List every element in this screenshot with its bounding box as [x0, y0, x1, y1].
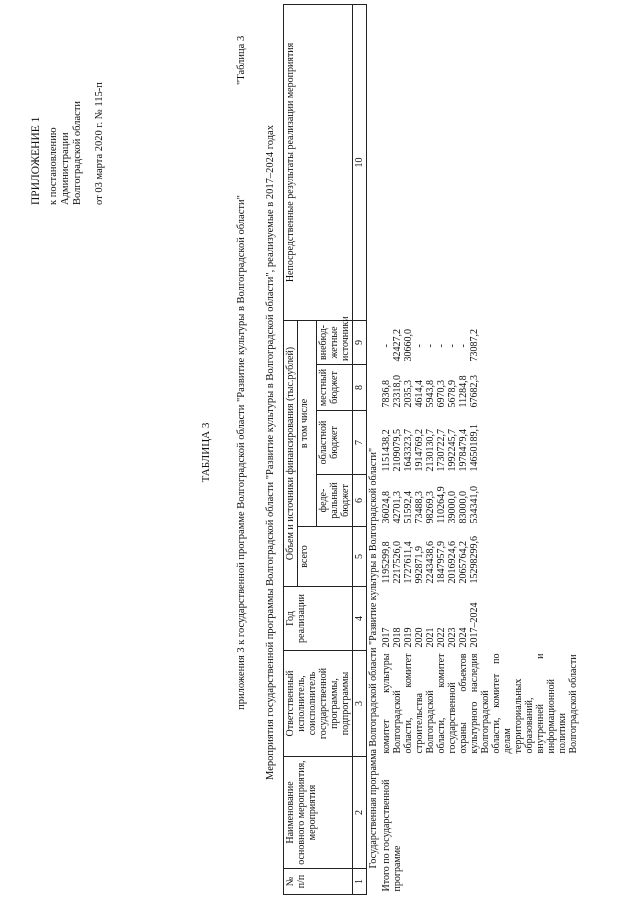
extrabudget-value: - — [447, 344, 458, 348]
regional-value: 1914769,2 — [414, 429, 425, 472]
regional-value: 1730722,7 — [436, 429, 447, 472]
federal-value: 73488,3 — [414, 491, 425, 524]
regional-value: 1151438,2 — [381, 429, 392, 472]
federal-value: 51592,4 — [403, 491, 414, 524]
extrabudget-value: - — [458, 344, 469, 348]
year-value: 2022 — [436, 627, 447, 648]
header-total: всего — [298, 527, 353, 587]
local-value: 2035,3 — [403, 380, 414, 408]
header-year: Год реализации — [284, 587, 353, 651]
col-number: 1 — [353, 869, 367, 895]
extrabudget-value: - — [414, 344, 425, 348]
local-value: 23318,0 — [392, 375, 403, 408]
header-local: местный бюджет — [317, 365, 353, 411]
year-value: 2021 — [425, 627, 436, 648]
col-number: 8 — [353, 365, 367, 411]
totals-total — [380, 527, 580, 587]
local-value: 4614,4 — [414, 380, 425, 408]
year-value: 2020 — [414, 627, 425, 648]
caption: Мероприятия государственной программы Волгоградской области "Развитие культуры в Волгоградской области", реализуемые в 2017–2024 годах — [265, 125, 276, 780]
total-value: 2016924,6 — [447, 541, 458, 584]
totals-years — [380, 587, 580, 651]
year-value: 2017 — [381, 627, 392, 648]
col-number: 3 — [353, 651, 367, 757]
total-value: 1195299,8 — [381, 541, 392, 584]
appendix-block — [30, 82, 106, 205]
header-name: Наименование основного мероприятия, мероприятия — [284, 757, 353, 869]
local-value: 11284,8 — [458, 375, 469, 408]
federal-value: 83000,0 — [458, 491, 469, 524]
regional-value: 14650189,1 — [469, 424, 480, 472]
year-value: 2019 — [403, 627, 414, 648]
totals-regional — [380, 411, 580, 475]
local-value: 6970,3 — [436, 380, 447, 408]
federal-value: 42701,3 — [392, 491, 403, 524]
extrabudget-value: 73087,2 — [469, 329, 480, 362]
col-number: 6 — [353, 475, 367, 527]
extrabudget-value: 42427,2 — [392, 329, 403, 362]
appendix-date: от 03 марта 2020 г. № 115-п — [94, 82, 105, 205]
table-title: ТАБЛИЦА 3 — [200, 422, 212, 483]
header-funding: Объем и источники финансирования (тыс.рублей) — [284, 320, 298, 586]
local-value: 7836,8 — [381, 380, 392, 408]
col-number: 10 — [353, 4, 367, 320]
appendix-line-1: к постановлению — [48, 127, 59, 205]
local-value: 67682,3 — [469, 375, 480, 408]
total-value: 1727611,4 — [403, 541, 414, 584]
col-number: 9 — [353, 320, 367, 364]
subtitle: приложения 3 к государственной программе Волгоградской области "Развитие культуры в Волгоградской области" — [236, 195, 247, 710]
regional-value: 1978479,4 — [458, 429, 469, 472]
totals-label: Итого по государственной программе — [381, 779, 403, 892]
appendix-title: ПРИЛОЖЕНИЕ 1 — [30, 116, 42, 205]
total-value: 1847957,9 — [436, 541, 447, 584]
totals-executors: комитет культуры Волгоградской области, комитет строительства Волгоградской области, комитет государственной охраны объектов культурного наследия Волгоградской области, комитет по делам территориальных образований, внутренней и информационной политики Волгоградской области — [381, 653, 579, 754]
header-federal: феде-ральный бюджет — [317, 475, 353, 527]
table-label-right: "Таблица 3 — [236, 35, 247, 85]
total-value: 2243438,6 — [425, 541, 436, 584]
totals-row — [380, 4, 580, 894]
extrabudget-value: - — [425, 344, 436, 348]
header-extrabudget: внебюд-жетные источники — [317, 320, 353, 364]
totals-extrabudget — [380, 320, 580, 364]
year-value: 2017–2024 — [469, 602, 480, 648]
federal-value: 534341,0 — [469, 486, 480, 524]
extrabudget-value: - — [436, 344, 447, 348]
total-value: 992871,9 — [414, 546, 425, 584]
header-executor: Ответственный исполнитель, соисполнитель государственной программы, подпрограммы — [284, 651, 353, 757]
local-value: 5943,8 — [425, 380, 436, 408]
regional-value: 2109079,5 — [392, 429, 403, 472]
federal-value: 110264,9 — [436, 486, 447, 524]
col-number: 5 — [353, 527, 367, 587]
col-number: 7 — [353, 411, 367, 475]
regional-value: 1992245,7 — [447, 429, 458, 472]
program-table — [283, 4, 580, 895]
year-value: 2023 — [447, 627, 458, 648]
extrabudget-value: 30660,0 — [403, 329, 414, 362]
appendix-line-2: Администрации — [60, 132, 71, 205]
totals-local — [380, 365, 580, 411]
program-row: Государственная программа Волгоградской области "Развитие культуры в Волгоградской области" — [368, 447, 379, 869]
header-result: Непосредственные результаты реализации мероприятия — [284, 4, 353, 320]
year-value: 2024 — [458, 627, 469, 648]
header-num: № п/п — [284, 869, 353, 895]
year-value: 2018 — [392, 627, 403, 648]
appendix-line-3: Волгоградской области — [72, 100, 83, 205]
col-number: 2 — [353, 757, 367, 869]
federal-value: 39000,0 — [447, 491, 458, 524]
extrabudget-value: - — [381, 344, 392, 348]
totals-federal — [380, 475, 580, 527]
header-including: в том числе — [298, 320, 317, 526]
col-number: 4 — [353, 587, 367, 651]
total-value: 15298299,6 — [469, 536, 480, 584]
total-value: 2065764,2 — [458, 541, 469, 584]
local-value: 5678,9 — [447, 380, 458, 408]
federal-value: 36024,8 — [381, 491, 392, 524]
regional-value: 1643323,7 — [403, 429, 414, 472]
regional-value: 2130130,7 — [425, 429, 436, 472]
federal-value: 98269,3 — [425, 491, 436, 524]
total-value: 2217526,0 — [392, 541, 403, 584]
header-regional: областной бюджет — [317, 411, 353, 475]
